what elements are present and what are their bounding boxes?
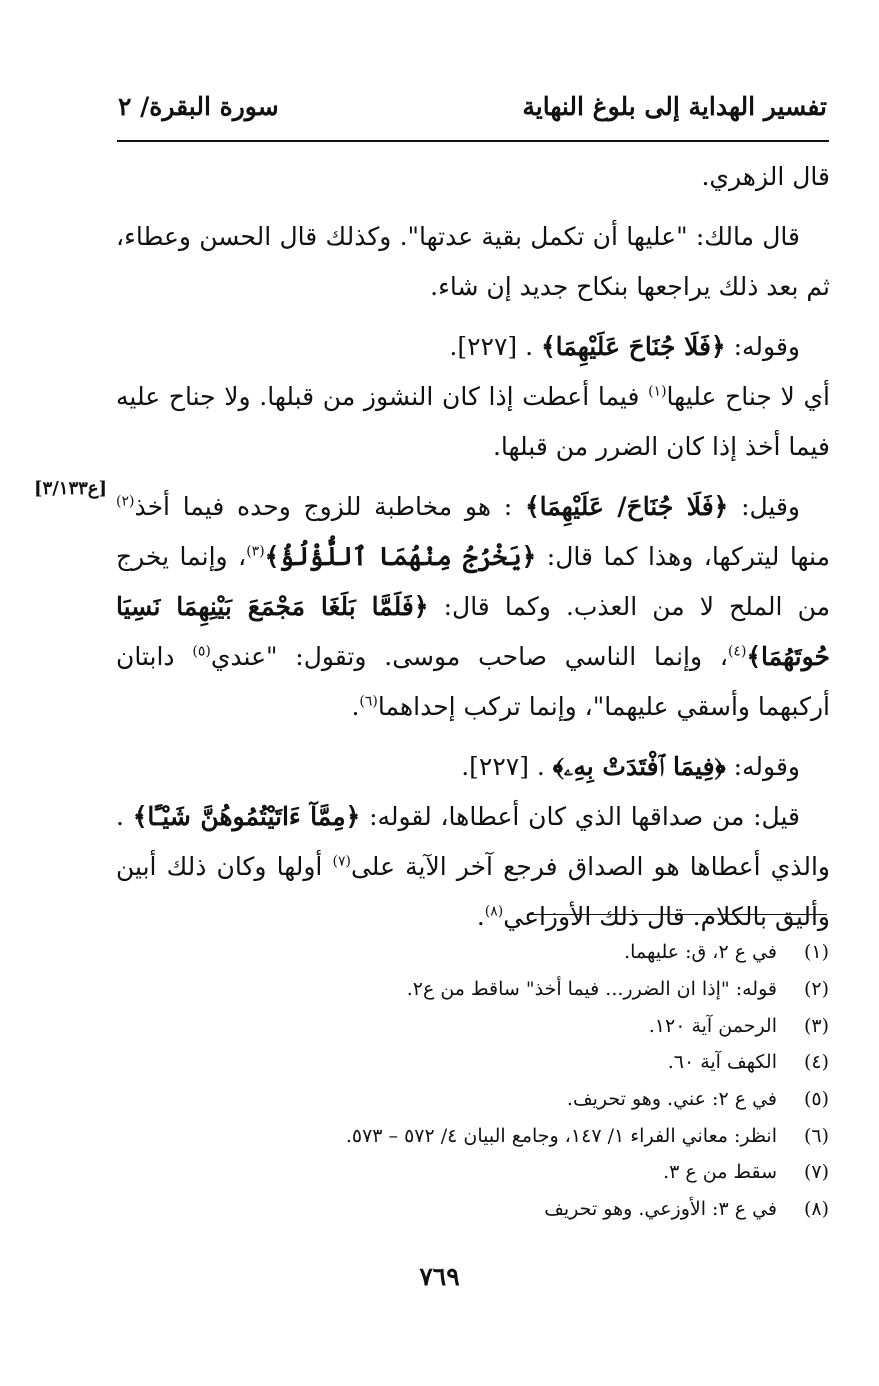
paragraph-6-lead: وقوله:: [725, 752, 800, 781]
paragraph-5-text-d: ، وإنما يخرج من الملح لا من العذب. وكما قال:: [116, 542, 830, 621]
quran-quote: ﴿فَلَا جُنَاحَ عَلَيْهِمَا﴾: [541, 332, 726, 361]
footnote-number: (٦): [803, 1124, 829, 1147]
manuscript-page-reference: [ع٣/١٣٣]: [34, 478, 108, 499]
footnote-number: (١): [803, 941, 829, 964]
footnote-text: سقط من ع ٣.: [663, 1161, 777, 1184]
footnotes-list: [300, 934, 829, 1228]
paragraph-3-lead: وقوله:: [725, 332, 800, 361]
paragraph-7-text-c: أولها وكان ذلك أبين وأليق بالكلام. قال ذلك الأوزاعي: [116, 852, 830, 931]
footnote-text: انظر: معاني الفراء ١/ ١٤٧، وجامع البيان ٤/ ٥٧٢ – ٥٧٣.: [345, 1124, 777, 1147]
main-text: [116, 152, 830, 952]
footnote-item: [300, 1044, 829, 1081]
footnote-item: [300, 1191, 829, 1228]
header-rule: [117, 140, 829, 142]
footnote-item: [300, 971, 829, 1008]
paragraph-5-text-b: : هو مخاطبة للزوج وحده فيما أخذ: [134, 492, 525, 521]
quran-quote: ﴿فَلَمَّا بَلَغَا مَجْمَعَ بَيْنِهِمَا نَسِيَا حُوتَهُمَا﴾: [116, 592, 830, 671]
footnote-item: [300, 1117, 829, 1154]
footnote-marker: (٣): [246, 543, 265, 560]
quran-quote: ﴿فَلَا جُنَاحَ/ عَلَيْهِمَا﴾: [524, 492, 729, 521]
verse-reference: . [٢٢٧].: [461, 752, 553, 781]
quran-quote: ﴿يَخْرُجُ مِنْهُمَا ٱللُّؤْلُؤُ﴾: [264, 542, 537, 571]
footnote-number: (٥): [803, 1088, 829, 1111]
paragraph-5-text-a: وقيل:: [728, 492, 800, 521]
footnote-marker: (٥): [192, 643, 211, 660]
footnote-number: (٢): [803, 978, 829, 1001]
footnote-item: [300, 1007, 829, 1044]
footnote-item: [300, 934, 829, 971]
footnote-text: في ع ٣: الأوزعي. وهو تحريف: [544, 1198, 777, 1221]
paragraph-5: [116, 482, 830, 732]
running-title: تفسير الهداية إلى بلوغ النهاية: [522, 92, 827, 121]
running-section: سورة البقرة/ ٢: [118, 92, 279, 121]
footnote-text: الرحمن آية ١٢٠.: [648, 1014, 777, 1037]
footnote-marker: (٨): [484, 903, 504, 920]
footnote-marker: (٧): [332, 853, 351, 870]
footnote-number: (٧): [803, 1161, 829, 1184]
paragraph-6: [116, 742, 830, 792]
footnote-number: (٨): [803, 1198, 829, 1221]
quran-quote: ﴿فِيمَا ٱفْتَدَتْ بِهِۦ﴾: [552, 752, 726, 781]
paragraph-4-text-a: أي لا جناح عليها: [666, 382, 830, 411]
footnote-marker: (٢): [116, 493, 135, 510]
footnote-number: (٤): [803, 1051, 829, 1074]
paragraph-5-text-c: منها ليتركها، وهذا كما قال:: [536, 542, 830, 571]
paragraph-7-text-b: . والذي أعطاها هو الصداق فرجع آخر الآية على: [116, 802, 831, 881]
verse-reference: . [٢٢٧].: [449, 332, 541, 361]
paragraph-3: [116, 322, 830, 372]
quran-quote: ﴿مِمَّآ ءَاتَيْتُمُوهُنَّ شَيْـًٔا﴾: [132, 802, 361, 831]
paragraph-4-text-b: فيما أعطت إذا كان النشوز من قبلها. ولا جناح عليه فيما أخذ إذا كان الضرر من قبلها.: [116, 382, 830, 461]
paragraph-2: قال مالك: "عليها أن تكمل بقية عدتها". وكذلك قال الحسن وعطاء، ثم بعد ذلك يراجعها بنكاح جديد إن شاء.: [116, 222, 830, 301]
footnote-rule: [527, 914, 827, 915]
footnote-number: (٣): [803, 1014, 829, 1037]
footnote-text: في ع ٢، ق: عليهما.: [624, 941, 777, 964]
paragraph-5-text-g: .: [351, 692, 360, 721]
paragraph-1: قال الزهري.: [701, 162, 830, 191]
footnote-marker: (٦): [359, 693, 378, 710]
paragraph-7-text-a: قيل: من صداقها الذي كان أعطاها، لقوله:: [360, 802, 800, 831]
paragraph-4: [116, 372, 830, 472]
page-number: ٧٦٩: [419, 1262, 460, 1291]
footnote-text: في ع ٢: عني. وهو تحريف.: [566, 1088, 777, 1111]
footnote-marker: (١): [648, 383, 667, 400]
paragraph-5-text-f: دابتان أركبهما وأسقي عليهما"، وإنما تركب إحداهما: [116, 642, 830, 721]
paragraph-5-text-e: ، وإنما الناسي صاحب موسى. وتقول: "عندي: [210, 642, 728, 671]
paragraph-7-text-d: .: [476, 902, 485, 931]
paragraph-7: [116, 792, 830, 942]
footnote-text: قوله: "إذا ان الضرر... فيما أخذ" ساقط من ع٢.: [406, 978, 777, 1001]
footnote-item: [300, 1154, 829, 1191]
footnote-text: الكهف آية ٦٠.: [667, 1051, 777, 1074]
footnote-item: [300, 1081, 829, 1118]
footnote-marker: (٤): [727, 643, 747, 660]
